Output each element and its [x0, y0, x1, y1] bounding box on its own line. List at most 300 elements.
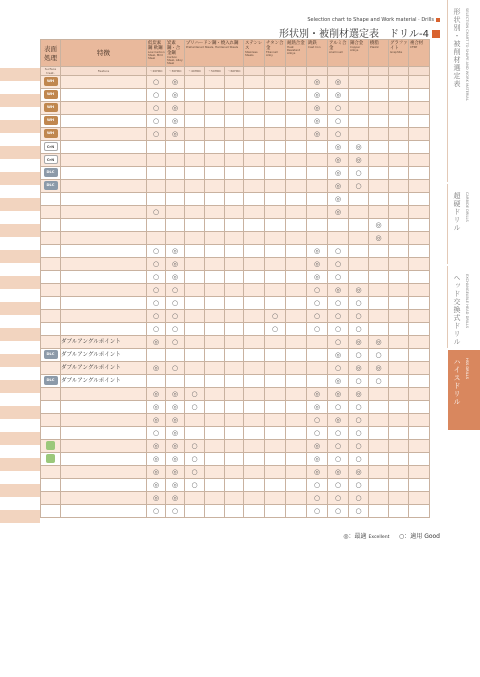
suitability-cell — [286, 270, 307, 283]
suitability-cell — [389, 296, 409, 309]
header-col-5 — [244, 40, 265, 67]
suitability-cell: ○ — [328, 244, 349, 257]
suitability-cell — [409, 400, 430, 413]
suitability-cell: ○ — [349, 504, 369, 517]
suitability-cell — [409, 153, 430, 166]
suitability-cell — [265, 75, 286, 88]
suitability-cell — [265, 439, 286, 452]
table-row — [41, 192, 430, 205]
suitability-cell — [349, 127, 369, 140]
suitability-cell — [185, 322, 205, 335]
side-tabs — [448, 0, 480, 677]
table-row — [41, 88, 430, 101]
suitability-cell — [205, 127, 225, 140]
suitability-cell — [369, 244, 389, 257]
suitability-cell — [225, 387, 244, 400]
suitability-cell — [389, 283, 409, 296]
suitability-cell — [389, 322, 409, 335]
suitability-cell: ○ — [328, 296, 349, 309]
suitability-cell — [225, 192, 244, 205]
column-header-label: 鋳鉄 — [308, 41, 317, 46]
suitability-cell — [244, 257, 265, 270]
suitability-cell — [369, 88, 389, 101]
suitability-cell — [185, 179, 205, 192]
suitability-cell: ○ — [147, 283, 166, 296]
suitability-cell — [286, 205, 307, 218]
suitability-cell — [409, 296, 430, 309]
table-row — [41, 231, 430, 244]
suitability-cell: ○ — [307, 296, 328, 309]
suitability-cell — [205, 205, 225, 218]
suitability-cell — [286, 322, 307, 335]
suitability-cell — [244, 322, 265, 335]
side-tab-label: ハイスドリル — [453, 358, 461, 406]
suitability-cell — [307, 348, 328, 361]
table-row — [41, 283, 430, 296]
coating-badge: WH — [44, 116, 58, 125]
suitability-cell — [244, 387, 265, 400]
header-col-8 — [307, 40, 328, 67]
suitability-cell — [225, 426, 244, 439]
feature-cell — [61, 244, 147, 257]
suitability-cell — [389, 400, 409, 413]
suitability-cell — [328, 231, 349, 244]
coating-cell — [41, 75, 61, 88]
feature-cell — [61, 504, 147, 517]
suitability-cell — [369, 439, 389, 452]
margin-stripe — [0, 68, 40, 81]
column-header-label: 耐熱合金 — [287, 41, 305, 46]
feature-cell — [61, 270, 147, 283]
legend-good-en: Good — [424, 533, 440, 540]
feature-cell — [61, 153, 147, 166]
suitability-cell — [244, 166, 265, 179]
column-header-label: チタン合金 — [266, 41, 284, 51]
suitability-cell: ○ — [307, 309, 328, 322]
suitability-cell — [166, 140, 185, 153]
subheader-hardness: ～60HRC — [225, 66, 244, 75]
suitability-cell: ◎ — [166, 387, 185, 400]
coating-badge: DLC — [44, 376, 58, 385]
suitability-cell: ◎ — [328, 75, 349, 88]
table-row — [41, 140, 430, 153]
suitability-cell: ◎ — [307, 114, 328, 127]
suitability-cell — [244, 101, 265, 114]
suitability-cell — [409, 192, 430, 205]
suitability-cell — [205, 192, 225, 205]
suitability-cell — [225, 127, 244, 140]
suitability-cell — [225, 465, 244, 478]
suitability-cell — [147, 374, 166, 387]
coating-cell — [41, 413, 61, 426]
suitability-cell — [307, 374, 328, 387]
square-bullet-icon — [436, 18, 440, 22]
suitability-cell — [369, 205, 389, 218]
table-row — [41, 335, 430, 348]
suitability-cell — [409, 465, 430, 478]
suitability-cell — [369, 413, 389, 426]
coating-cell — [41, 114, 61, 127]
suitability-cell: ○ — [166, 283, 185, 296]
square-bullet-icon — [432, 30, 440, 38]
table-row — [41, 179, 430, 192]
suitability-cell — [244, 491, 265, 504]
legend — [343, 531, 440, 540]
suitability-cell — [286, 192, 307, 205]
suitability-cell — [389, 257, 409, 270]
suitability-cell: ◎ — [328, 348, 349, 361]
suitability-cell — [369, 504, 389, 517]
suitability-cell: ○ — [349, 374, 369, 387]
suitability-cell — [286, 283, 307, 296]
header-col-7 — [286, 40, 307, 67]
subheader-hardness — [244, 66, 265, 75]
suitability-cell: ○ — [147, 257, 166, 270]
suitability-cell — [409, 387, 430, 400]
side-tab-label: 超硬ドリル — [453, 192, 461, 232]
suitability-cell — [349, 114, 369, 127]
suitability-cell — [205, 270, 225, 283]
subheader-hardness — [369, 66, 389, 75]
suitability-cell — [205, 413, 225, 426]
suitability-cell — [349, 231, 369, 244]
feature-cell — [61, 296, 147, 309]
left-margin-stripes — [0, 0, 40, 677]
suitability-cell: ◎ — [166, 270, 185, 283]
suitability-cell — [286, 478, 307, 491]
suitability-cell — [286, 88, 307, 101]
suitability-cell — [244, 75, 265, 88]
suitability-cell — [409, 374, 430, 387]
suitability-cell: ◎ — [369, 361, 389, 374]
suitability-cell — [409, 452, 430, 465]
suitability-cell: ○ — [185, 465, 205, 478]
suitability-cell — [409, 166, 430, 179]
suitability-cell — [265, 179, 286, 192]
suitability-cell: ◎ — [166, 101, 185, 114]
suitability-cell — [244, 426, 265, 439]
suitability-cell — [244, 205, 265, 218]
suitability-cell — [389, 491, 409, 504]
suitability-cell — [369, 491, 389, 504]
column-header-label: 複合材 — [410, 41, 424, 46]
suitability-cell — [244, 140, 265, 153]
table-row — [41, 361, 430, 374]
suitability-cell — [409, 101, 430, 114]
header-col-6 — [265, 40, 286, 67]
coating-cell — [41, 179, 61, 192]
suitability-cell — [265, 218, 286, 231]
column-header-sublabel: Heat Resistant Alloys — [287, 45, 300, 56]
suitability-cell: ○ — [147, 205, 166, 218]
suitability-cell: ○ — [349, 322, 369, 335]
coating-cell — [41, 400, 61, 413]
suitability-cell: ◎ — [147, 491, 166, 504]
subheader-hardness: ～50HRC — [205, 66, 225, 75]
legend-excellent-en: Excellent — [368, 535, 390, 540]
suitability-cell: ○ — [328, 101, 349, 114]
suitability-cell — [409, 114, 430, 127]
header-col-10 — [349, 40, 369, 67]
suitability-cell — [389, 244, 409, 257]
suitability-cell — [286, 296, 307, 309]
suitability-cell — [349, 257, 369, 270]
suitability-cell — [389, 140, 409, 153]
suitability-cell — [225, 114, 244, 127]
suitability-cell — [307, 192, 328, 205]
suitability-cell — [166, 348, 185, 361]
coating-cell — [41, 322, 61, 335]
suitability-cell: ○ — [349, 166, 369, 179]
suitability-cell — [185, 244, 205, 257]
suitability-cell: ○ — [147, 426, 166, 439]
header-col-13 — [409, 40, 430, 67]
suitability-cell — [389, 361, 409, 374]
subheader-hardness — [409, 66, 430, 75]
suitability-cell: ◎ — [166, 114, 185, 127]
suitability-cell — [244, 309, 265, 322]
suitability-cell — [166, 231, 185, 244]
suitability-cell: ◎ — [166, 244, 185, 257]
coating-badge: DLC — [44, 350, 58, 359]
suitability-cell — [409, 244, 430, 257]
suitability-cell: ○ — [307, 478, 328, 491]
suitability-cell — [225, 153, 244, 166]
suitability-cell — [307, 218, 328, 231]
suitability-cell — [166, 218, 185, 231]
header-coating — [41, 40, 61, 67]
header-col-1 — [166, 40, 185, 67]
suitability-cell — [205, 387, 225, 400]
table-row — [41, 504, 430, 517]
side-tab-2[interactable] — [447, 184, 480, 264]
suitability-cell — [389, 166, 409, 179]
suitability-cell — [409, 257, 430, 270]
suitability-cell — [265, 114, 286, 127]
column-header-label: 樹脂 — [370, 41, 379, 46]
table-row — [41, 75, 430, 88]
feature-cell — [61, 218, 147, 231]
suitability-cell — [286, 231, 307, 244]
suitability-cell — [307, 166, 328, 179]
feature-cell — [61, 166, 147, 179]
suitability-cell: ◎ — [369, 231, 389, 244]
suitability-cell: ○ — [328, 439, 349, 452]
suitability-cell: ◎ — [328, 140, 349, 153]
column-header-sublabel: Graphite — [390, 50, 403, 54]
suitability-cell: ○ — [307, 322, 328, 335]
suitability-cell: ○ — [307, 413, 328, 426]
suitability-cell: ◎ — [147, 361, 166, 374]
suitability-cell: ◎ — [147, 452, 166, 465]
suitability-cell — [307, 231, 328, 244]
suitability-cell — [185, 127, 205, 140]
suitability-cell — [244, 244, 265, 257]
margin-stripe — [0, 250, 40, 263]
suitability-cell — [205, 283, 225, 296]
suitability-cell — [244, 88, 265, 101]
suitability-cell: ○ — [185, 400, 205, 413]
table-row — [41, 114, 430, 127]
subheader-coating: Surface treat. — [41, 66, 61, 75]
table-row — [41, 478, 430, 491]
suitability-cell — [307, 205, 328, 218]
suitability-cell: ◎ — [307, 257, 328, 270]
column-header-sublabel: Prehardened Steels, Hardened Steels — [186, 45, 239, 49]
suitability-cell — [244, 478, 265, 491]
suitability-cell: ◎ — [147, 400, 166, 413]
suitability-cell — [225, 374, 244, 387]
suitability-cell — [369, 322, 389, 335]
suitability-cell — [265, 426, 286, 439]
side-tab-1[interactable] — [447, 0, 480, 182]
coating-cell — [41, 244, 61, 257]
subheader-hardness — [328, 66, 349, 75]
suitability-cell: ◎ — [349, 335, 369, 348]
coating-badge: CrN — [44, 142, 58, 151]
side-tab-4[interactable] — [448, 350, 480, 430]
margin-stripe — [0, 484, 40, 497]
table-row — [41, 270, 430, 283]
coating-badge: DLC — [44, 181, 58, 190]
column-header-label: グラファイト — [390, 41, 408, 51]
suitability-cell — [369, 153, 389, 166]
suitability-cell — [205, 218, 225, 231]
suitability-cell — [166, 192, 185, 205]
suitability-cell: ○ — [349, 309, 369, 322]
column-header-sublabel: Low Carbon Steel, Mild Steel — [148, 50, 165, 61]
suitability-cell: ◎ — [328, 88, 349, 101]
coating-cell — [41, 335, 61, 348]
suitability-cell: ◎ — [166, 75, 185, 88]
suitability-cell — [185, 348, 205, 361]
suitability-cell — [185, 140, 205, 153]
suitability-cell: ◎ — [166, 426, 185, 439]
suitability-cell — [409, 413, 430, 426]
side-tab-sublabel: HSS DRILLS — [465, 358, 469, 380]
suitability-cell: ◎ — [328, 465, 349, 478]
suitability-cell: ○ — [328, 478, 349, 491]
suitability-cell — [389, 374, 409, 387]
feature-cell — [61, 192, 147, 205]
suitability-cell: ○ — [147, 309, 166, 322]
suitability-cell — [349, 192, 369, 205]
suitability-cell — [389, 179, 409, 192]
suitability-cell: ○ — [328, 361, 349, 374]
suitability-cell — [244, 192, 265, 205]
suitability-cell — [286, 153, 307, 166]
suitability-cell: ◎ — [369, 335, 389, 348]
suitability-cell — [286, 452, 307, 465]
table-row — [41, 205, 430, 218]
suitability-cell — [409, 283, 430, 296]
side-tab-sublabel: CARBIDE DRILLS — [465, 192, 469, 222]
suitability-cell — [409, 127, 430, 140]
suitability-cell — [205, 114, 225, 127]
side-tab-3[interactable] — [447, 266, 480, 348]
feature-cell — [61, 452, 147, 465]
suitability-cell — [369, 114, 389, 127]
suitability-cell: ○ — [166, 361, 185, 374]
table-row — [41, 374, 430, 387]
suitability-cell — [369, 270, 389, 283]
margin-stripe — [0, 120, 40, 133]
suitability-cell — [265, 283, 286, 296]
suitability-cell — [166, 179, 185, 192]
suitability-cell — [369, 387, 389, 400]
column-header-label: 銅合金 — [350, 41, 364, 46]
suitability-cell — [389, 101, 409, 114]
suitability-cell — [286, 387, 307, 400]
coating-cell — [41, 140, 61, 153]
suitability-cell: ◎ — [166, 491, 185, 504]
suitability-cell — [205, 452, 225, 465]
suitability-cell — [389, 75, 409, 88]
suitability-cell — [166, 153, 185, 166]
margin-stripe — [0, 432, 40, 445]
suitability-cell — [409, 88, 430, 101]
suitability-cell — [225, 309, 244, 322]
suitability-cell — [286, 335, 307, 348]
suitability-cell — [265, 205, 286, 218]
suitability-cell: ◎ — [147, 465, 166, 478]
suitability-cell — [225, 270, 244, 283]
suitability-cell — [409, 348, 430, 361]
suitability-cell — [225, 231, 244, 244]
suitability-cell — [369, 309, 389, 322]
suitability-cell — [328, 218, 349, 231]
page-title-text: 形状別・被削材選定表 ドリル-4 — [279, 29, 429, 40]
table-row — [41, 101, 430, 114]
suitability-cell — [265, 478, 286, 491]
suitability-cell — [205, 244, 225, 257]
coating-cell — [41, 478, 61, 491]
table-row — [41, 400, 430, 413]
suitability-cell — [205, 439, 225, 452]
suitability-cell: ◎ — [166, 452, 185, 465]
suitability-cell — [147, 153, 166, 166]
suitability-cell — [307, 179, 328, 192]
suitability-cell: ○ — [328, 452, 349, 465]
coating-cell — [41, 166, 61, 179]
suitability-cell — [185, 231, 205, 244]
suitability-cell — [369, 257, 389, 270]
coating-cell — [41, 283, 61, 296]
suitability-cell: ○ — [349, 400, 369, 413]
suitability-cell — [265, 231, 286, 244]
legend-good-mark: ○ — [399, 533, 405, 540]
suitability-cell: ○ — [349, 348, 369, 361]
suitability-cell — [349, 218, 369, 231]
suitability-cell — [409, 309, 430, 322]
suitability-cell — [349, 205, 369, 218]
suitability-cell — [185, 192, 205, 205]
suitability-cell — [389, 387, 409, 400]
suitability-cell — [389, 465, 409, 478]
suitability-cell — [205, 322, 225, 335]
suitability-cell — [369, 166, 389, 179]
suitability-cell: ◎ — [166, 439, 185, 452]
suitability-cell — [409, 322, 430, 335]
suitability-cell: ◎ — [328, 192, 349, 205]
suitability-cell — [286, 361, 307, 374]
suitability-cell: ○ — [185, 452, 205, 465]
suitability-cell — [369, 283, 389, 296]
header-prehardened — [185, 40, 244, 67]
coating-badge — [46, 441, 55, 450]
margin-stripe — [0, 276, 40, 289]
subheader-hardness — [286, 66, 307, 75]
